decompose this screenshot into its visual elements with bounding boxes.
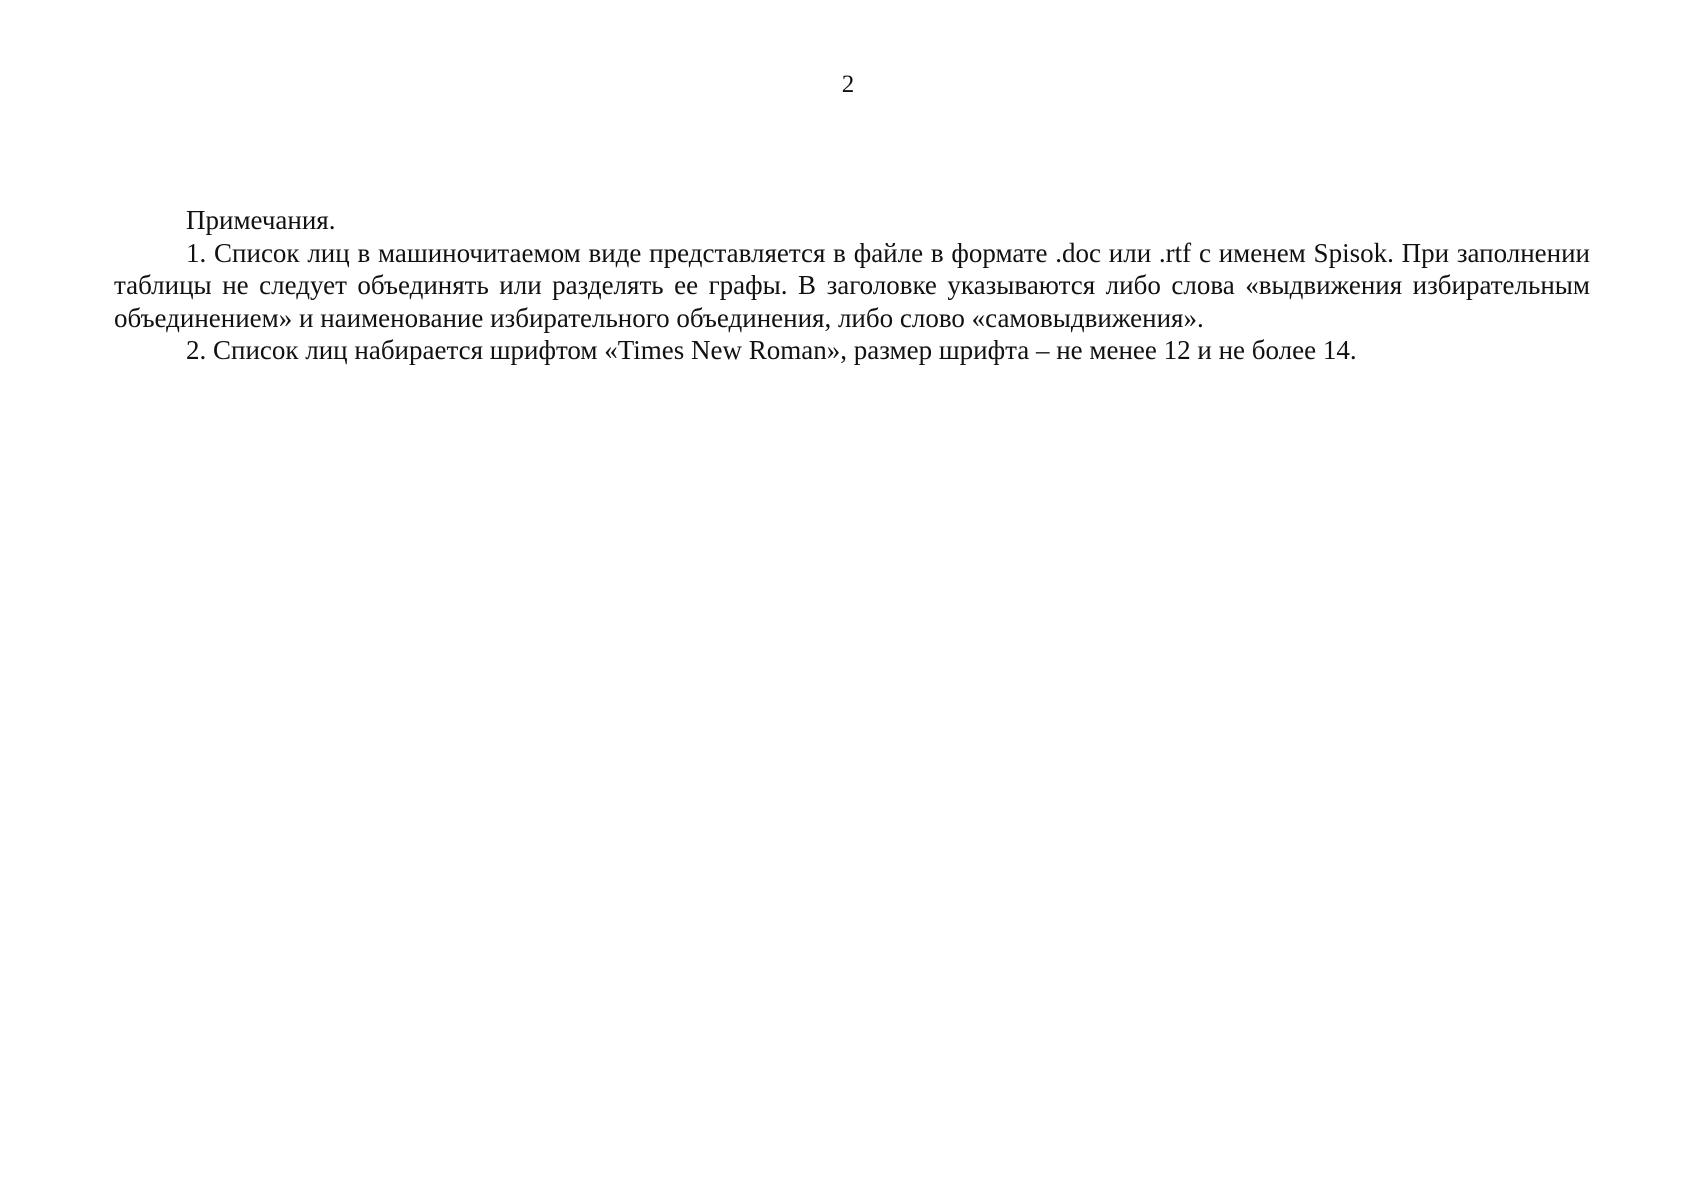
note-item: 1. Список лиц в машиночитаемом виде представляется в файле в формате .doc или .rtf с именем Spisok. При заполнении таблицы не следует объединять или разделять ее графы. В заголовке указываются либо слова «выдвижения избирательным объединением» и наименование избирательного объединения, либо слово «самовыдвижения». (114, 237, 1590, 333)
notes-heading: Примечания. (186, 205, 336, 235)
notes-section (114, 204, 1590, 367)
note-item: 2. Список лиц набирается шрифтом «Times New Roman», размер шрифта – не менее 12 и не более 14. (186, 335, 1357, 365)
page-number: 2 (841, 71, 855, 98)
